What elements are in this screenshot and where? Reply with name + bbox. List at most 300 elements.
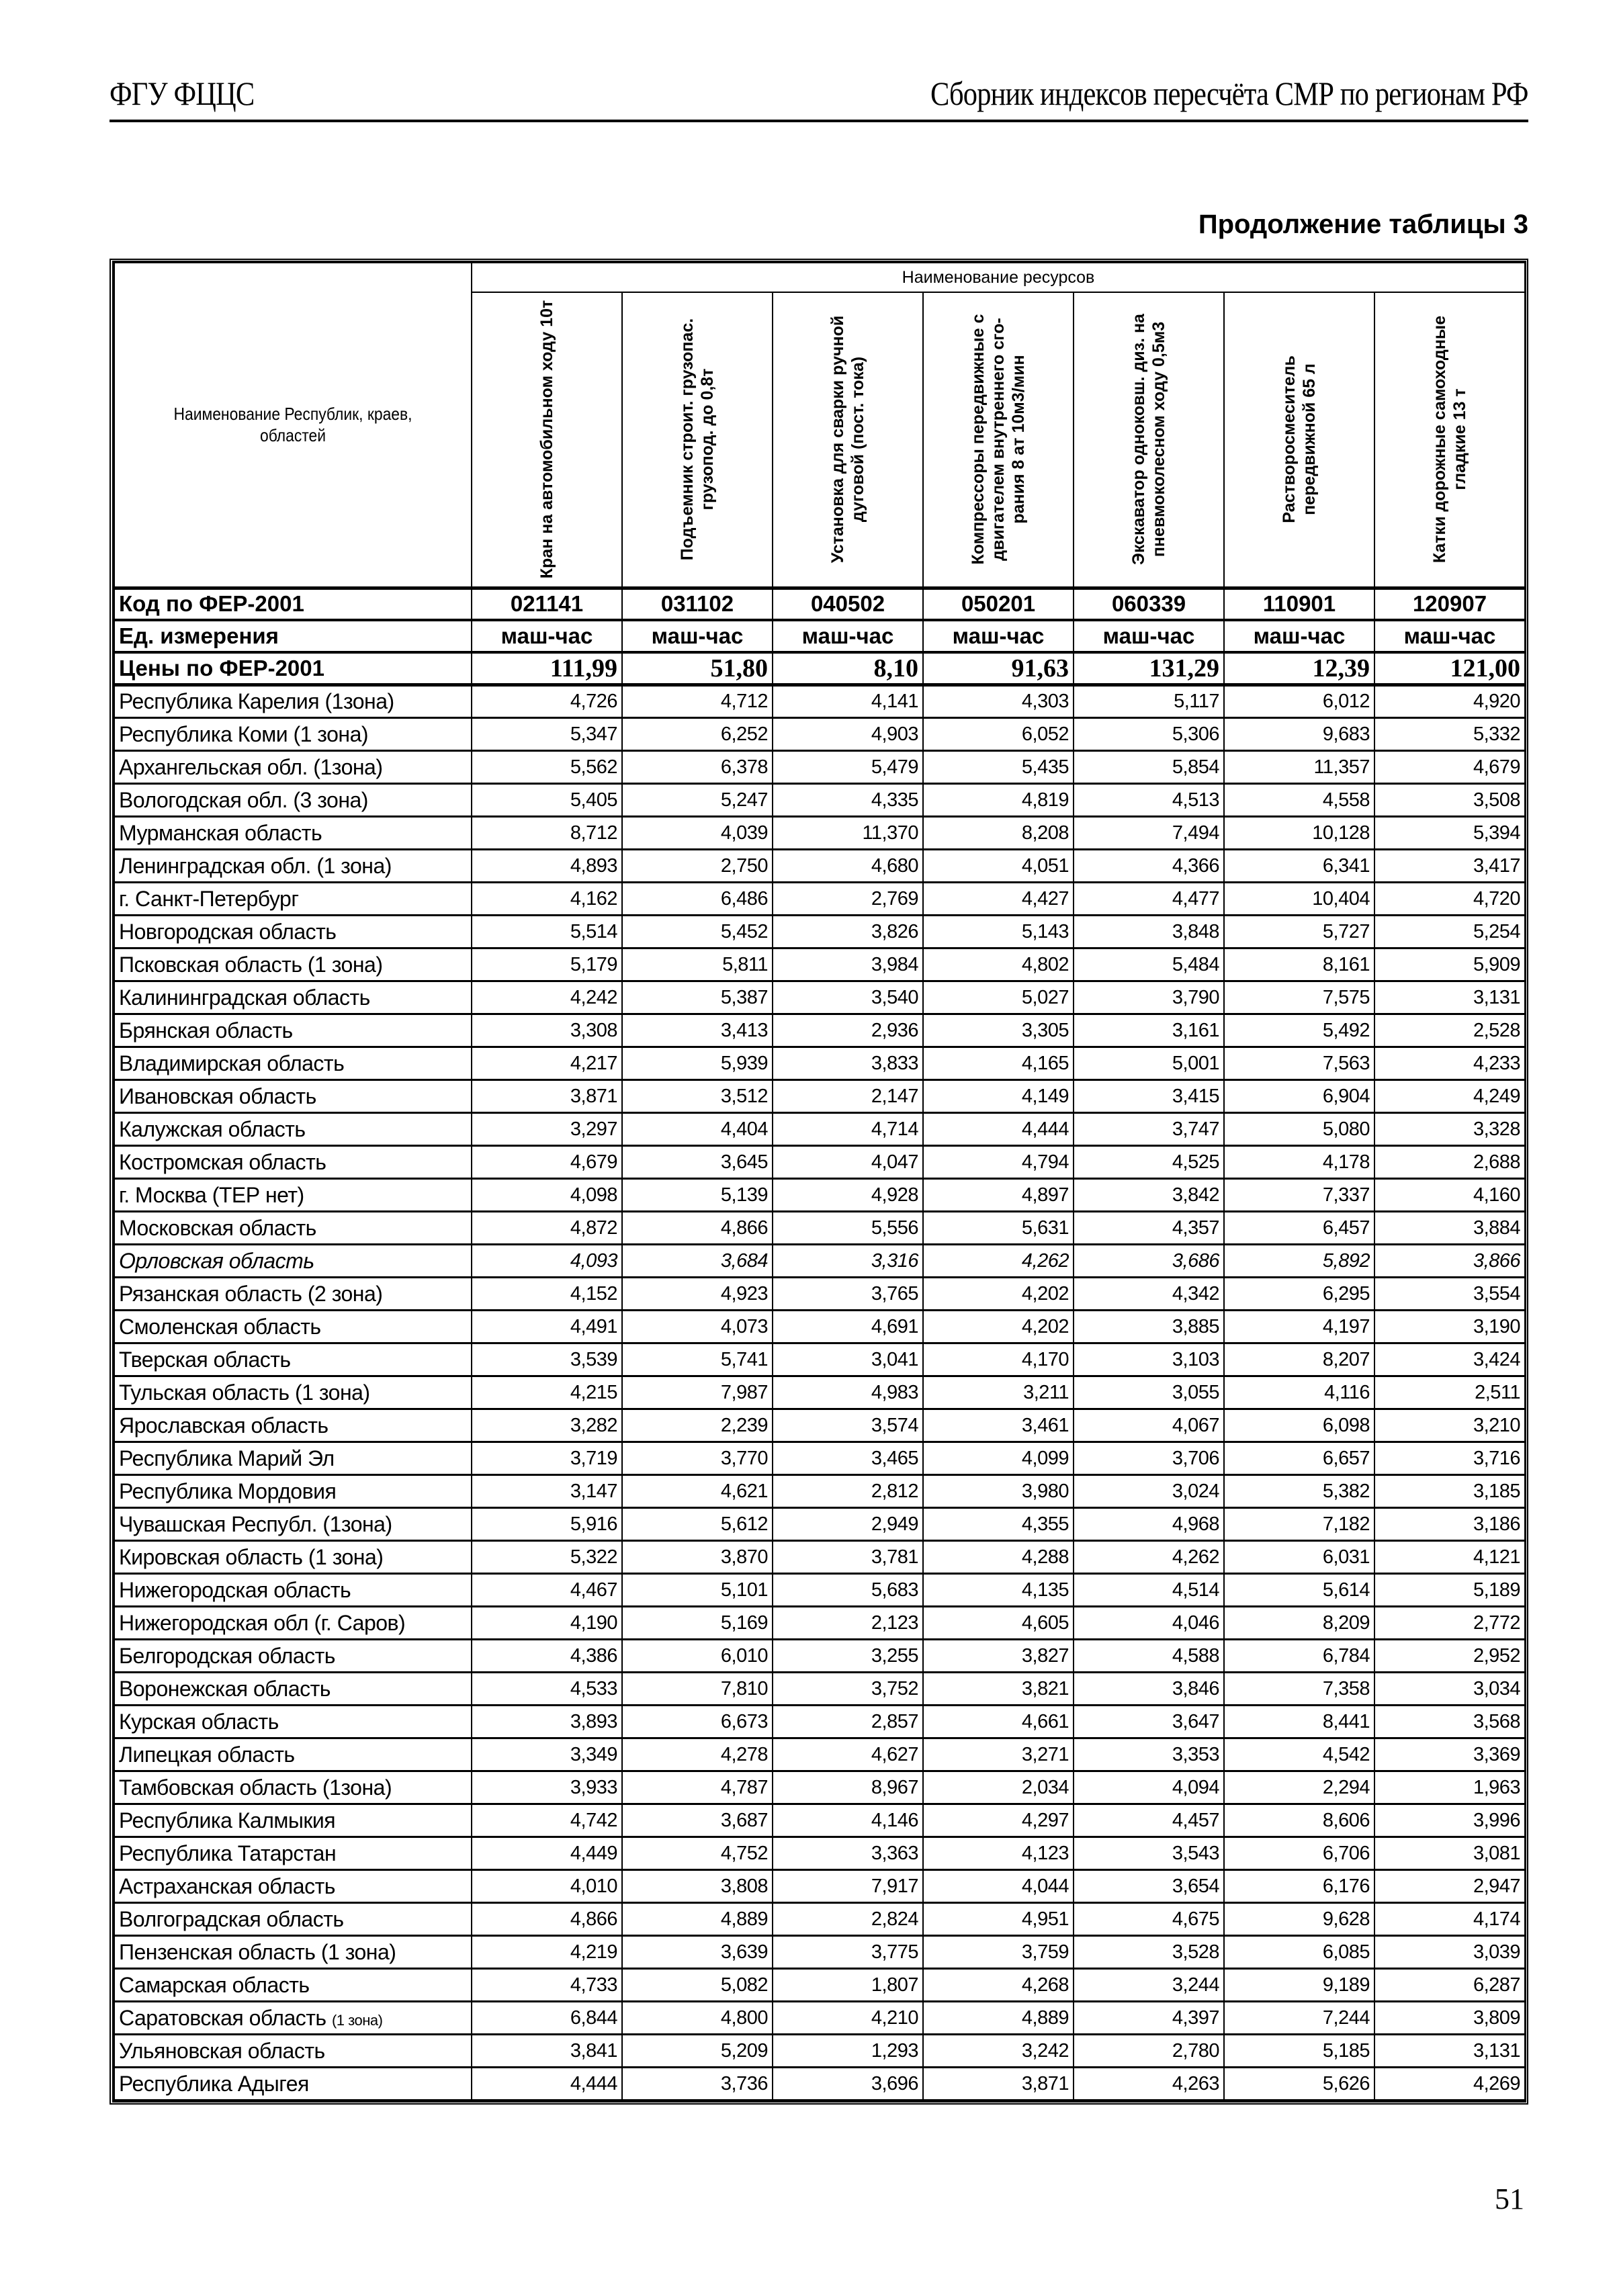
index-value: 2,857 bbox=[773, 1706, 923, 1738]
index-value: 7,337 bbox=[1224, 1179, 1374, 1212]
index-value: 4,714 bbox=[773, 1113, 923, 1146]
index-value: 4,386 bbox=[472, 1640, 622, 1673]
index-value: 3,041 bbox=[773, 1343, 923, 1376]
index-value: 2,123 bbox=[773, 1607, 923, 1640]
index-value: 4,046 bbox=[1074, 1607, 1224, 1640]
resource-code: 060339 bbox=[1074, 588, 1224, 620]
region-column-header bbox=[114, 263, 472, 588]
index-value: 5,727 bbox=[1224, 916, 1374, 948]
index-value: 6,486 bbox=[622, 883, 773, 916]
index-value: 4,219 bbox=[472, 1936, 622, 1969]
index-value: 3,871 bbox=[472, 1080, 622, 1113]
table-row bbox=[114, 1146, 1525, 1179]
index-value: 4,404 bbox=[622, 1113, 773, 1146]
region-name-cell bbox=[114, 685, 472, 718]
region-name-cell bbox=[114, 1409, 472, 1442]
region-name-cell bbox=[114, 1837, 472, 1870]
index-value: 5,347 bbox=[472, 718, 622, 751]
index-value: 3,081 bbox=[1374, 1837, 1525, 1870]
index-value: 4,123 bbox=[923, 1837, 1074, 1870]
index-value: 3,684 bbox=[622, 1245, 773, 1278]
index-value: 3,809 bbox=[1374, 2002, 1525, 2035]
index-value: 4,525 bbox=[1074, 1146, 1224, 1179]
index-value: 4,866 bbox=[622, 1212, 773, 1245]
index-value: 4,621 bbox=[622, 1475, 773, 1508]
index-value: 4,444 bbox=[472, 2068, 622, 2101]
region-name-cell bbox=[114, 1541, 472, 1574]
index-value: 3,790 bbox=[1074, 981, 1224, 1014]
region-name: г. Москва (ТЕР нет) bbox=[119, 1182, 304, 1207]
table-caption: Продолжение таблицы 3 bbox=[1198, 210, 1528, 239]
region-name: Смоленская область bbox=[119, 1314, 321, 1339]
index-value: 5,556 bbox=[773, 1212, 923, 1245]
index-value: 7,575 bbox=[1224, 981, 1374, 1014]
index-value: 5,683 bbox=[773, 1574, 923, 1607]
region-name-cell bbox=[114, 1771, 472, 1804]
index-value: 3,781 bbox=[773, 1541, 923, 1574]
region-name-cell bbox=[114, 1014, 472, 1047]
index-value: 3,271 bbox=[923, 1738, 1074, 1771]
resource-code: 031102 bbox=[622, 588, 773, 620]
region-name-cell bbox=[114, 1343, 472, 1376]
region-name-cell bbox=[114, 1936, 472, 1969]
region-name: Республика Калмыкия bbox=[119, 1808, 336, 1833]
resource-code: 021141 bbox=[472, 588, 622, 620]
index-value: 5,001 bbox=[1074, 1047, 1224, 1080]
index-value: 3,747 bbox=[1074, 1113, 1224, 1146]
index-value: 3,759 bbox=[923, 1936, 1074, 1969]
index-value: 3,686 bbox=[1074, 1245, 1224, 1278]
table-row bbox=[114, 2068, 1525, 2101]
table-row bbox=[114, 1969, 1525, 2002]
region-name: Тульская область (1 зона) bbox=[119, 1380, 370, 1405]
index-value: 5,185 bbox=[1224, 2035, 1374, 2068]
index-value: 8,441 bbox=[1224, 1706, 1374, 1738]
index-value: 8,967 bbox=[773, 1771, 923, 1804]
region-name-cell bbox=[114, 1574, 472, 1607]
table-row bbox=[114, 1409, 1525, 1442]
region-name: Орловская область bbox=[119, 1248, 314, 1273]
region-name-cell bbox=[114, 1442, 472, 1475]
index-value: 3,308 bbox=[472, 1014, 622, 1047]
index-value: 6,031 bbox=[1224, 1541, 1374, 1574]
index-value: 6,706 bbox=[1224, 1837, 1374, 1870]
index-value: 5,562 bbox=[472, 751, 622, 784]
index-value: 7,563 bbox=[1224, 1047, 1374, 1080]
region-name: Калининградская область bbox=[119, 985, 370, 1010]
region-name: Рязанская область (2 зона) bbox=[119, 1281, 383, 1306]
resource-price: 12,39 bbox=[1224, 652, 1374, 685]
index-value: 3,369 bbox=[1374, 1738, 1525, 1771]
index-value: 4,968 bbox=[1074, 1508, 1224, 1541]
resource-unit: маш-час bbox=[622, 620, 773, 652]
index-value: 5,909 bbox=[1374, 948, 1525, 981]
table-row bbox=[114, 817, 1525, 850]
index-value: 4,366 bbox=[1074, 850, 1224, 883]
resource-unit: маш-час bbox=[1224, 620, 1374, 652]
resource-column-header bbox=[1074, 292, 1224, 588]
region-name: Волгоградская область bbox=[119, 1906, 344, 1931]
table-row bbox=[114, 1673, 1525, 1706]
index-value: 3,696 bbox=[773, 2068, 923, 2101]
table-row bbox=[114, 981, 1525, 1014]
index-value: 6,378 bbox=[622, 751, 773, 784]
index-value: 3,328 bbox=[1374, 1113, 1525, 1146]
region-name: г. Санкт-Петербург bbox=[119, 886, 299, 911]
index-value: 4,923 bbox=[622, 1278, 773, 1311]
region-name: Республика Коми (1 зона) bbox=[119, 721, 369, 746]
index-value: 10,128 bbox=[1224, 817, 1374, 850]
index-value: 6,673 bbox=[622, 1706, 773, 1738]
region-name-cell bbox=[114, 751, 472, 784]
region-name-cell bbox=[114, 1640, 472, 1673]
resource-price: 8,10 bbox=[773, 652, 923, 685]
index-value: 3,540 bbox=[773, 981, 923, 1014]
index-value: 5,892 bbox=[1224, 1245, 1374, 1278]
index-value: 6,784 bbox=[1224, 1640, 1374, 1673]
index-value: 4,627 bbox=[773, 1738, 923, 1771]
resource-column-header bbox=[923, 292, 1074, 588]
index-value: 3,417 bbox=[1374, 850, 1525, 883]
index-value: 3,808 bbox=[622, 1870, 773, 1903]
region-name-cell bbox=[114, 1047, 472, 1080]
index-value: 3,461 bbox=[923, 1409, 1074, 1442]
index-value: 2,947 bbox=[1374, 1870, 1525, 1903]
index-value: 3,996 bbox=[1374, 1804, 1525, 1837]
region-name-cell bbox=[114, 1146, 472, 1179]
index-value: 4,866 bbox=[472, 1903, 622, 1936]
region-name-cell bbox=[114, 850, 472, 883]
index-value: 4,217 bbox=[472, 1047, 622, 1080]
index-value: 2,772 bbox=[1374, 1607, 1525, 1640]
region-name: Псковская область (1 зона) bbox=[119, 952, 383, 977]
table-row bbox=[114, 1574, 1525, 1607]
index-value: 4,044 bbox=[923, 1870, 1074, 1903]
region-name: Астраханская область bbox=[119, 1873, 335, 1898]
resource-column-header bbox=[1374, 292, 1525, 588]
index-value: 2,688 bbox=[1374, 1146, 1525, 1179]
index-value: 4,146 bbox=[773, 1804, 923, 1837]
resource-column-label: Растворосмеситель передвижной 65 л bbox=[1280, 355, 1319, 524]
index-value: 4,262 bbox=[1074, 1541, 1224, 1574]
index-value: 4,920 bbox=[1374, 685, 1525, 718]
region-name: Ульяновская область bbox=[119, 2038, 325, 2063]
table-row bbox=[114, 1541, 1525, 1574]
region-name: Кировская область (1 зона) bbox=[119, 1544, 384, 1569]
region-name: Брянская область bbox=[119, 1018, 293, 1043]
index-value: 7,917 bbox=[773, 1870, 923, 1903]
region-name-cell bbox=[114, 2035, 472, 2068]
index-value: 4,903 bbox=[773, 718, 923, 751]
region-name-cell bbox=[114, 1179, 472, 1212]
region-name-cell bbox=[114, 1212, 472, 1245]
index-value: 6,457 bbox=[1224, 1212, 1374, 1245]
index-value: 3,316 bbox=[773, 1245, 923, 1278]
index-value: 4,178 bbox=[1224, 1146, 1374, 1179]
region-name-cell bbox=[114, 916, 472, 948]
table-body bbox=[114, 588, 1525, 2101]
table-row bbox=[114, 1080, 1525, 1113]
region-name-cell bbox=[114, 1311, 472, 1343]
index-value: 6,010 bbox=[622, 1640, 773, 1673]
region-name: Московская область bbox=[119, 1215, 316, 1240]
region-name: Самарская область bbox=[119, 1972, 310, 1997]
resource-column-label: Установка для сварки ручной дуговой (пост. тока) bbox=[828, 316, 867, 564]
index-value: 6,085 bbox=[1224, 1936, 1374, 1969]
region-name-cell bbox=[114, 817, 472, 850]
table-row bbox=[114, 948, 1525, 981]
index-value: 7,358 bbox=[1224, 1673, 1374, 1706]
index-value: 3,884 bbox=[1374, 1212, 1525, 1245]
index-value: 2,780 bbox=[1074, 2035, 1224, 2068]
region-name: Курская область bbox=[119, 1709, 279, 1734]
resource-code: 120907 bbox=[1374, 588, 1525, 620]
region-name: Липецкая область bbox=[119, 1742, 295, 1767]
index-value: 3,211 bbox=[923, 1376, 1074, 1409]
index-value: 2,147 bbox=[773, 1080, 923, 1113]
region-name: Республика Марий Эл bbox=[119, 1446, 335, 1470]
table-row bbox=[114, 1508, 1525, 1541]
index-value: 4,513 bbox=[1074, 784, 1224, 817]
index-value: 4,067 bbox=[1074, 1409, 1224, 1442]
index-value: 2,812 bbox=[773, 1475, 923, 1508]
resource-column-label: Компрессоры передвижные с двигателем внутреннего сго-рания 8 ат 10м3/мин bbox=[969, 314, 1028, 565]
index-value: 1,807 bbox=[773, 1969, 923, 2002]
index-value: 2,294 bbox=[1224, 1771, 1374, 1804]
index-value: 4,726 bbox=[472, 685, 622, 718]
index-value: 4,794 bbox=[923, 1146, 1074, 1179]
index-value: 5,631 bbox=[923, 1212, 1074, 1245]
index-value: 4,165 bbox=[923, 1047, 1074, 1080]
index-value: 3,528 bbox=[1074, 1936, 1224, 1969]
index-value: 3,055 bbox=[1074, 1376, 1224, 1409]
index-value: 5,254 bbox=[1374, 916, 1525, 948]
index-value: 4,202 bbox=[923, 1278, 1074, 1311]
index-value: 3,848 bbox=[1074, 916, 1224, 948]
region-name-cell bbox=[114, 1738, 472, 1771]
region-name-cell bbox=[114, 784, 472, 817]
region-name: Тамбовская область (1зона) bbox=[119, 1775, 392, 1800]
index-value: 4,819 bbox=[923, 784, 1074, 817]
table-row bbox=[114, 1179, 1525, 1212]
index-value: 5,492 bbox=[1224, 1014, 1374, 1047]
region-column-header-label: Наименование Республик, краев, областей bbox=[173, 403, 412, 446]
region-name: Воронежская область bbox=[119, 1676, 331, 1701]
resource-price: 131,29 bbox=[1074, 652, 1224, 685]
index-value: 7,810 bbox=[622, 1673, 773, 1706]
index-value: 5,854 bbox=[1074, 751, 1224, 784]
table-row bbox=[114, 1343, 1525, 1376]
index-value: 5,626 bbox=[1224, 2068, 1374, 2101]
index-value: 4,427 bbox=[923, 883, 1074, 916]
index-value: 5,435 bbox=[923, 751, 1074, 784]
region-name-cell bbox=[114, 883, 472, 916]
index-value: 6,844 bbox=[472, 2002, 622, 2035]
index-value: 4,174 bbox=[1374, 1903, 1525, 1936]
index-value: 4,141 bbox=[773, 685, 923, 718]
table-row bbox=[114, 718, 1525, 751]
index-value: 4,263 bbox=[1074, 2068, 1224, 2101]
index-value: 3,512 bbox=[622, 1080, 773, 1113]
index-value: 5,811 bbox=[622, 948, 773, 981]
index-value: 4,149 bbox=[923, 1080, 1074, 1113]
index-value: 3,297 bbox=[472, 1113, 622, 1146]
index-value: 4,605 bbox=[923, 1607, 1074, 1640]
index-value: 5,479 bbox=[773, 751, 923, 784]
index-value: 3,842 bbox=[1074, 1179, 1224, 1212]
index-value: 5,139 bbox=[622, 1179, 773, 1212]
index-value: 3,719 bbox=[472, 1442, 622, 1475]
index-value: 4,675 bbox=[1074, 1903, 1224, 1936]
index-value: 4,342 bbox=[1074, 1278, 1224, 1311]
index-value: 4,047 bbox=[773, 1146, 923, 1179]
table-row bbox=[114, 751, 1525, 784]
resource-column-header bbox=[622, 292, 773, 588]
region-name-cell bbox=[114, 1113, 472, 1146]
index-value: 8,606 bbox=[1224, 1804, 1374, 1837]
index-value: 4,162 bbox=[472, 883, 622, 916]
index-value: 3,024 bbox=[1074, 1475, 1224, 1508]
index-value: 4,098 bbox=[472, 1179, 622, 1212]
index-value: 3,103 bbox=[1074, 1343, 1224, 1376]
index-value: 3,775 bbox=[773, 1936, 923, 1969]
index-value: 3,654 bbox=[1074, 1870, 1224, 1903]
index-value: 3,647 bbox=[1074, 1706, 1224, 1738]
index-value: 5,101 bbox=[622, 1574, 773, 1607]
index-value: 4,093 bbox=[472, 1245, 622, 1278]
index-value: 4,357 bbox=[1074, 1212, 1224, 1245]
index-value: 9,189 bbox=[1224, 1969, 1374, 2002]
index-value: 8,209 bbox=[1224, 1607, 1374, 1640]
index-value: 5,080 bbox=[1224, 1113, 1374, 1146]
index-value: 4,335 bbox=[773, 784, 923, 817]
table-row bbox=[114, 1870, 1525, 1903]
index-value: 4,802 bbox=[923, 948, 1074, 981]
index-value: 3,716 bbox=[1374, 1442, 1525, 1475]
index-value: 3,147 bbox=[472, 1475, 622, 1508]
region-name-cell bbox=[114, 1804, 472, 1837]
table-row bbox=[114, 1903, 1525, 1936]
index-value: 5,452 bbox=[622, 916, 773, 948]
region-name: Белгородская область bbox=[119, 1643, 335, 1668]
region-name-cell bbox=[114, 1278, 472, 1311]
index-value: 2,511 bbox=[1374, 1376, 1525, 1409]
resource-column-header bbox=[773, 292, 923, 588]
index-value: 4,242 bbox=[472, 981, 622, 1014]
region-name: Вологодская обл. (3 зона) bbox=[119, 787, 368, 812]
table-row bbox=[114, 1607, 1525, 1640]
index-value: 4,889 bbox=[622, 1903, 773, 1936]
index-value: 6,657 bbox=[1224, 1442, 1374, 1475]
index-value: 3,933 bbox=[472, 1771, 622, 1804]
index-value: 4,588 bbox=[1074, 1640, 1224, 1673]
index-value: 3,866 bbox=[1374, 1245, 1525, 1278]
table-row bbox=[114, 2035, 1525, 2068]
index-value: 3,244 bbox=[1074, 1969, 1224, 2002]
region-name: Республика Татарстан bbox=[119, 1841, 337, 1865]
index-value: 5,382 bbox=[1224, 1475, 1374, 1508]
region-name: Пензенская область (1 зона) bbox=[119, 1939, 396, 1964]
table-row bbox=[114, 1376, 1525, 1409]
table-row bbox=[114, 1113, 1525, 1146]
region-name-cell bbox=[114, 1376, 472, 1409]
index-value: 4,116 bbox=[1224, 1376, 1374, 1409]
table-row bbox=[114, 1706, 1525, 1738]
index-value: 5,247 bbox=[622, 784, 773, 817]
resource-column-label: Кран на автомобильном ходу 10т bbox=[537, 300, 556, 579]
index-value: 7,182 bbox=[1224, 1508, 1374, 1541]
region-name: Республика Адыгея bbox=[119, 2071, 309, 2096]
region-zone-suffix: (1 зона) bbox=[331, 2011, 383, 2029]
index-value: 7,244 bbox=[1224, 2002, 1374, 2035]
resource-code: 110901 bbox=[1224, 588, 1374, 620]
price-row bbox=[114, 652, 1525, 685]
region-name-cell bbox=[114, 981, 472, 1014]
index-value: 4,679 bbox=[472, 1146, 622, 1179]
index-value: 3,765 bbox=[773, 1278, 923, 1311]
index-value: 4,160 bbox=[1374, 1179, 1525, 1212]
index-value: 4,094 bbox=[1074, 1771, 1224, 1804]
table-row bbox=[114, 850, 1525, 883]
organization-name: ФГУ ФЦЦС bbox=[110, 75, 255, 112]
index-value: 4,010 bbox=[472, 1870, 622, 1903]
index-value: 2,750 bbox=[622, 850, 773, 883]
region-name-cell bbox=[114, 1706, 472, 1738]
resource-column-label: Катки дорожные самоходные гладкие 13 т bbox=[1430, 316, 1469, 564]
region-name-cell bbox=[114, 2002, 472, 2035]
region-name-cell bbox=[114, 2068, 472, 2101]
table-row bbox=[114, 1936, 1525, 1969]
index-value: 4,712 bbox=[622, 685, 773, 718]
table-row bbox=[114, 1278, 1525, 1311]
document-title: Сборник индексов пересчёта СМР по регионам РФ bbox=[930, 75, 1528, 112]
index-value: 3,210 bbox=[1374, 1409, 1525, 1442]
index-value: 5,741 bbox=[622, 1343, 773, 1376]
index-value: 4,800 bbox=[622, 2002, 773, 2035]
index-value: 5,027 bbox=[923, 981, 1074, 1014]
index-value: 4,288 bbox=[923, 1541, 1074, 1574]
index-value: 4,051 bbox=[923, 850, 1074, 883]
index-value: 4,661 bbox=[923, 1706, 1074, 1738]
index-value: 9,628 bbox=[1224, 1903, 1374, 1936]
index-value: 3,353 bbox=[1074, 1738, 1224, 1771]
table-row bbox=[114, 1442, 1525, 1475]
index-value: 6,176 bbox=[1224, 1870, 1374, 1903]
index-value: 5,939 bbox=[622, 1047, 773, 1080]
index-value: 4,467 bbox=[472, 1574, 622, 1607]
index-value: 6,098 bbox=[1224, 1409, 1374, 1442]
index-value: 2,824 bbox=[773, 1903, 923, 1936]
index-value: 3,980 bbox=[923, 1475, 1074, 1508]
resource-column-header bbox=[472, 292, 622, 588]
table-row bbox=[114, 1738, 1525, 1771]
index-value: 3,574 bbox=[773, 1409, 923, 1442]
index-value: 4,742 bbox=[472, 1804, 622, 1837]
region-name-cell bbox=[114, 1080, 472, 1113]
table-row bbox=[114, 1640, 1525, 1673]
index-value: 5,394 bbox=[1374, 817, 1525, 850]
index-value: 3,833 bbox=[773, 1047, 923, 1080]
index-value: 3,190 bbox=[1374, 1311, 1525, 1343]
index-value: 4,197 bbox=[1224, 1311, 1374, 1343]
index-value: 3,508 bbox=[1374, 784, 1525, 817]
index-value: 7,987 bbox=[622, 1376, 773, 1409]
index-value: 8,207 bbox=[1224, 1343, 1374, 1376]
index-value: 4,691 bbox=[773, 1311, 923, 1343]
index-value: 3,363 bbox=[773, 1837, 923, 1870]
index-value: 3,161 bbox=[1074, 1014, 1224, 1047]
index-value: 4,449 bbox=[472, 1837, 622, 1870]
